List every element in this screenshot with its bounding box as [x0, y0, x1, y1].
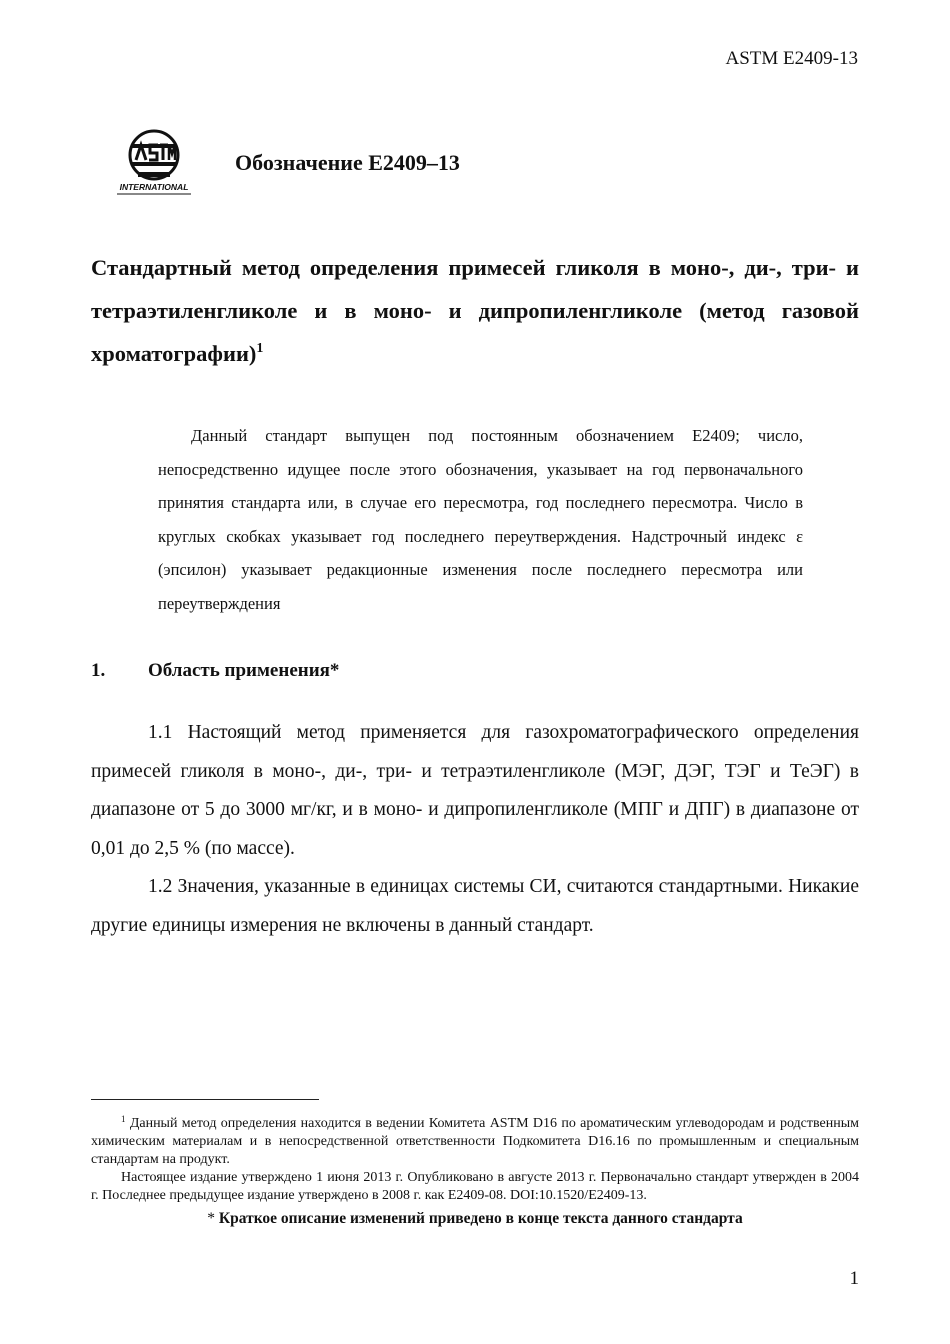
- paragraph-1-1: 1.1 Настоящий метод применяется для газохроматографического определения примесей гликоля в моно-, ди-, три- и тетраэтиленгликоле (МЭГ, ДЭГ, ТЭГ и ТеЭГ) в диапазоне от 5 до 3000 мг/кг, и в моно- и дипропиленгликоле (МПГ и ДПГ) в диапазоне от 0,01 до 2,5 % (по массе).: [91, 722, 859, 859]
- preamble-paragraph: Данный стандарт выпущен под постоянным обозначением E2409; число, непосредственно идущее после этого обозначения, указывает на год первоначального принятия стандарта или, в случае его пересмотра, год последнего пересмотра. Число в круглых скобках указывает год последнего переутверждения. Надстрочный индекс ε (эпсилон) указывает редакционные изменения после последнего пересмотра или переутверждения: [158, 426, 803, 613]
- footnote-star-text: Краткое описание изменений приведено в конце текста данного стандарта: [218, 1210, 743, 1227]
- page-number: 1: [849, 1268, 859, 1289]
- footnote-1-mark: 1: [121, 1114, 126, 1124]
- astm-logo-icon: [113, 128, 195, 200]
- standard-title: [91, 246, 859, 375]
- section-heading-text: Область применения*: [148, 660, 340, 681]
- document-code-header: ASTM E2409-13: [725, 48, 858, 69]
- footnote-divider: [91, 1099, 319, 1100]
- section-1-heading: [91, 660, 339, 682]
- footnote-1-text: Данный метод определения находится в ведении Комитета ASTM D16 по ароматическим углеводородам и родственным химическим материалам и в непосредственной ответственности Подкомитета D16.16 по промышленным и специальным стандартам на продукт.: [91, 1116, 859, 1167]
- designation-title: Обозначение E2409–13: [235, 150, 460, 175]
- footnote-star-mark: *: [207, 1210, 215, 1227]
- astm-logo: [113, 128, 195, 200]
- footnote-1: [91, 1115, 859, 1169]
- paragraph-1-2: 1.2 Значения, указанные в единицах системы СИ, считаются стандартными. Никакие другие единицы измерения не включены в данный стандарт.: [91, 876, 859, 936]
- footnote-star: [91, 1210, 859, 1228]
- footnote-edition: Настоящее издание утверждено 1 июня 2013 г. Опубликовано в августе 2013 г. Первоначально стандарт утвержден в 2004 г. Последнее предыдущее издание утверждено в 2008 г. как E2409-08. DOI:10.1520/E2409-13.: [91, 1170, 859, 1203]
- title-footnote-mark: 1: [256, 341, 264, 356]
- logo-text: INTERNATIONAL: [119, 182, 189, 192]
- title-text: Стандартный метод определения примесей гликоля в моно-, ди-, три- и тетраэтиленгликоле и в моно- и дипропиленгликоле (метод газовой хроматографии): [91, 255, 859, 366]
- section-number: 1.: [91, 660, 106, 681]
